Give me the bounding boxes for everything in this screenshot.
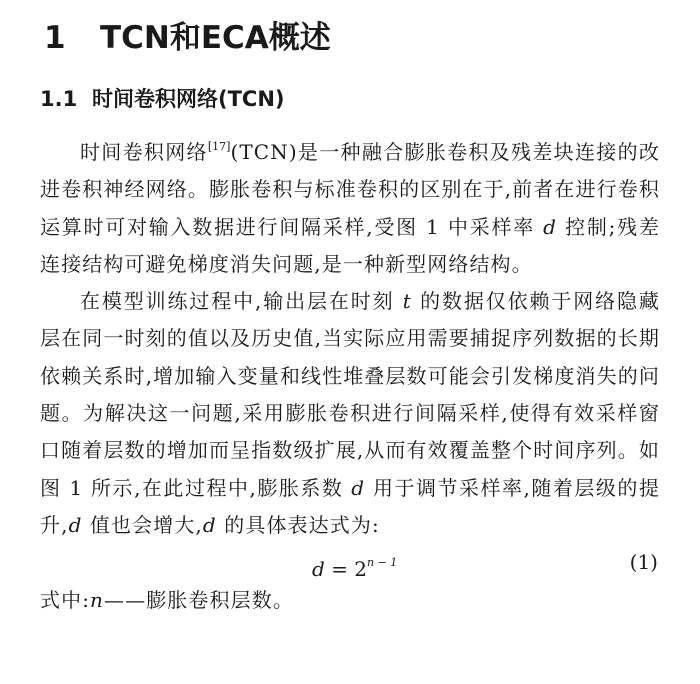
section-heading: [44, 16, 331, 60]
paragraph-1: [40, 128, 660, 283]
p2-text-d: 值也会增大,: [82, 512, 203, 537]
subsection-number: 1.1: [40, 87, 78, 111]
section-title: TCN和ECA概述: [100, 20, 331, 56]
eq-op: = 2: [324, 557, 368, 582]
subsection-title: 时间卷积网络(TCN): [92, 87, 285, 111]
body-text: [40, 128, 660, 619]
var-n: n: [90, 587, 105, 612]
section-number: 1: [44, 20, 66, 56]
p1-text-a: 时间卷积网络: [80, 140, 208, 164]
p2-text-c: 用于调节采样率,随着层级的提升,: [40, 475, 660, 537]
citation-ref: [17]: [207, 140, 231, 153]
equation-expression: [312, 544, 397, 588]
var-t: t: [402, 289, 412, 314]
var-d: d: [543, 214, 558, 239]
var-d: d: [351, 475, 366, 500]
equation-number: (1): [629, 550, 658, 575]
where-label: 式中:: [40, 587, 91, 612]
where-text: ——膨胀卷积层数。: [104, 587, 294, 612]
p1-text-c: 控制;残差连接结构可避免梯度消失问题,是一种新型网络结构。: [40, 214, 660, 276]
p1-text-b: (TCN)是一种融合膨胀卷积及残差块连接的改进卷积神经网络。膨胀卷积与标准卷积的区别在于,前者在进行卷积运算时可对输入数据进行间隔采样,受图 1 中采样率: [40, 140, 660, 239]
eq-lhs: d: [312, 557, 325, 582]
subsection-heading: [40, 82, 285, 116]
p2-text-a: 在模型训练过程中,输出层在时刻: [80, 289, 403, 314]
paragraph-2: [40, 283, 660, 544]
eq-exponent: n − 1: [367, 556, 398, 570]
var-d: d: [68, 512, 83, 537]
var-d: d: [202, 512, 217, 537]
p2-text-e: 的具体表达式为:: [216, 512, 380, 537]
equation-1: [40, 544, 660, 581]
p2-text-b: 的数据仅依赖于网络隐藏层在同一时刻的值以及历史值,当实际应用需要捕捉序列数据的长期依赖关系时,增加输入变量和线性堆叠层数可能会引发梯度消失的问题。为解决这一问题,采用膨胀卷积进行间隔采样,使得有效采样窗口随着层数的增加而呈指数级扩展,从而有效覆盖整个时间序列。如图 1 所示,在此过程中,膨胀系数: [40, 289, 660, 500]
